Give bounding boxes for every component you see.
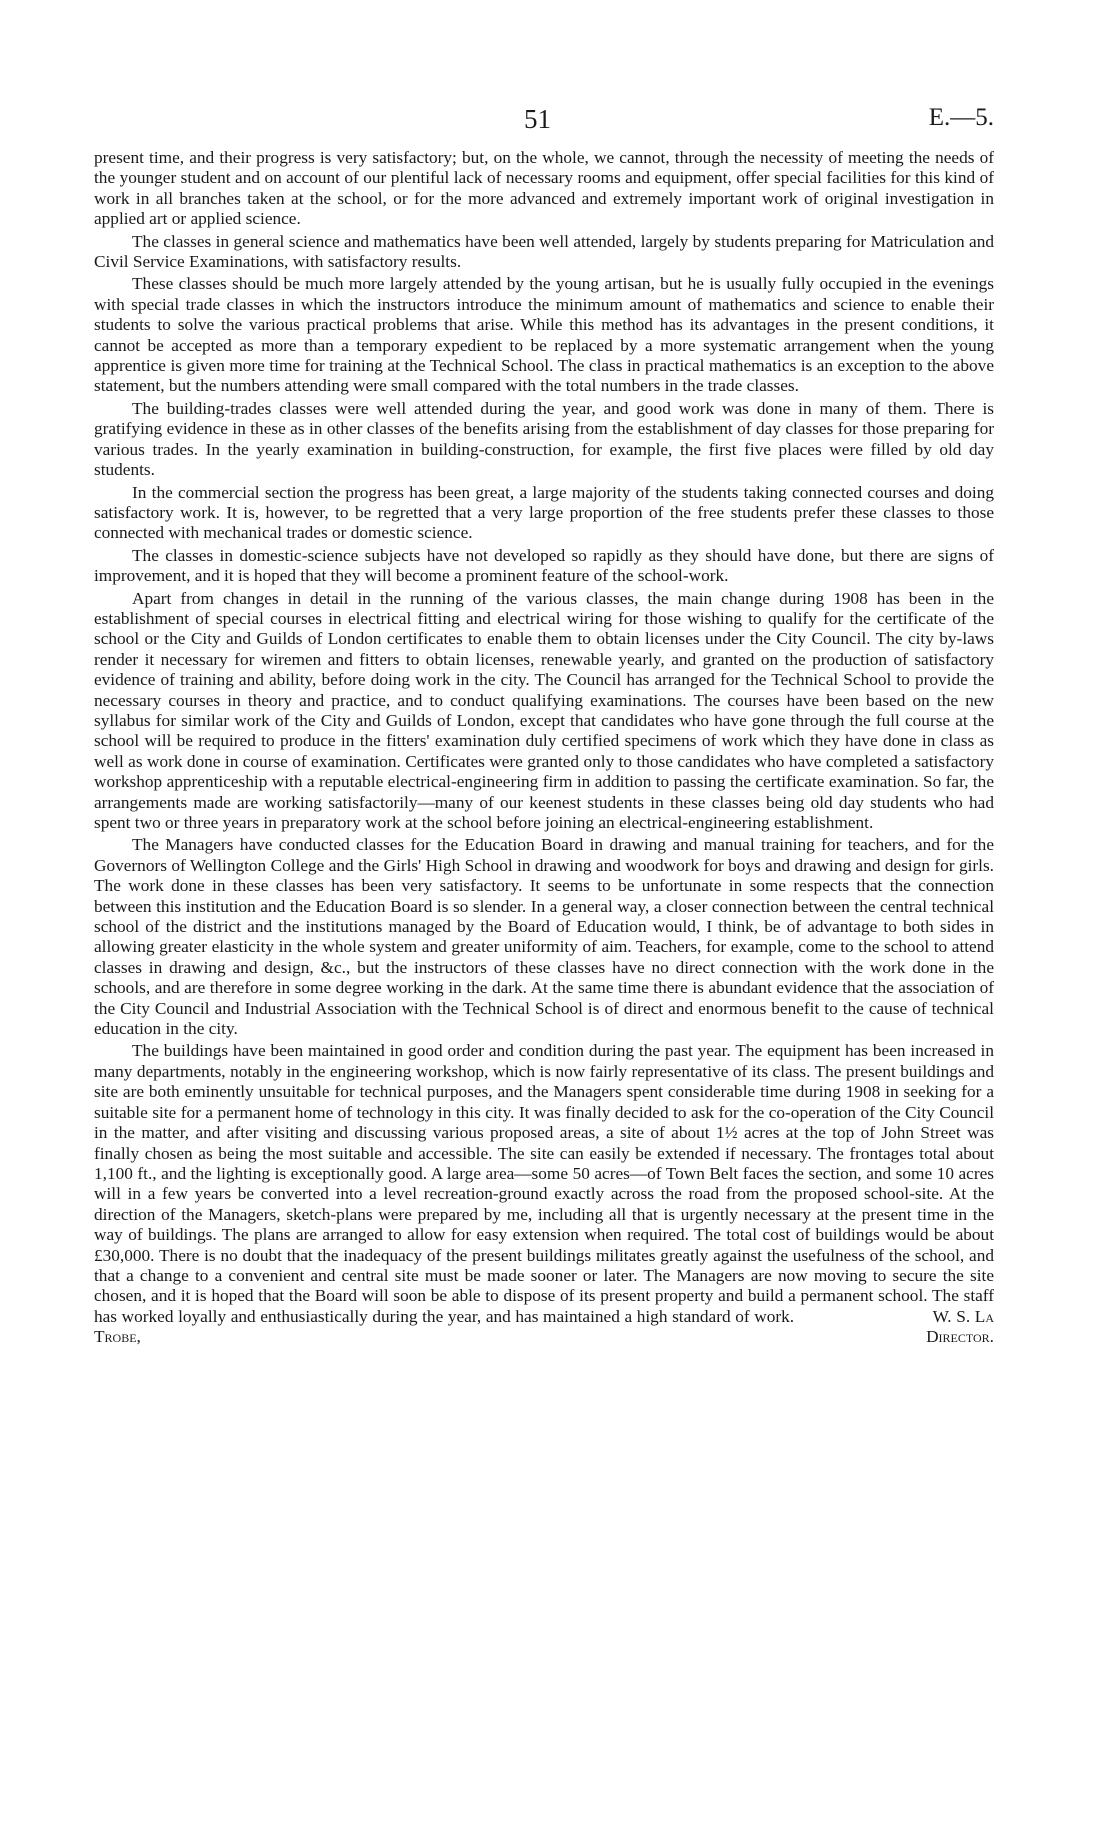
report-body <box>94 148 994 1350</box>
paragraph-artisan-classes: These classes should be much more largely attended by the young artisan, but he is usually fully occupied in the evenings with special trade classes in which the instructors introduce the minimum amount of mathematics and science to enable their students to solve the various practical problems that arise. While this method has its advantages in the present conditions, it cannot be accepted as more than a temporary expedient to be replaced by a more systematic arrangement when the young apprentice is given more time for training at the Technical School. The class in practical mathematics is an exception to the above statement, but the numbers attending were small compared with the total numbers in the trade classes. <box>94 274 994 396</box>
signature: W. S. La Trobe, Director. <box>94 1306 995 1347</box>
paragraph-continued: present time, and their progress is very satisfactory; but, on the whole, we cannot, through the necessity of meeting the needs of the younger student and on account of our plentiful lack of necessary rooms and equipment, offer special facilities for this kind of work in all branches taken at the school, or for the more advanced and extremely important work of original investigation in applied art or applied science. <box>94 148 994 229</box>
paragraph-general-science: The classes in general science and mathematics have been well attended, largely by students preparing for Matriculation and Civil Service Examinations, with satisfactory results. <box>94 231 994 272</box>
paragraph-building-trades: The building-trades classes were well attended during the year, and good work was done in many of them. There is gratifying evidence in these as in other classes of the benefits arising from the establishment of day classes for those preparing for various trades. In the yearly examination in building-construction, for example, the first five places were filled by old day students. <box>94 398 994 480</box>
document-reference: E.—5. <box>928 104 994 131</box>
page-number: 51 <box>524 104 551 134</box>
paragraph-buildings <box>94 1041 994 1347</box>
paragraph-domestic-science: The classes in domestic-science subjects have not developed so rapidly as they should have done, but there are signs of improvement, and it is hoped that they will become a prominent feature of the school-work. <box>94 545 994 586</box>
paragraph-education-board: The Managers have conducted classes for the Education Board in drawing and manual training for teachers, and for the Governors of Wellington College and the Girls' High School in drawing and woodwork for boys and drawing and design for girls. The work done in these classes has been very satisfactory. It seems to be unfortunate in some respects that the connection between this institution and the Education Board is so slender. In a general way, a closer connection between the central technical school of the district and the institutions managed by the Board of Education would, I think, be of advantage to both sides in allowing greater elasticity in the whole system and greater uniformity of aim. Teachers, for example, come to the school to attend classes in drawing and design, &c., but the instructors of these classes have no direct connection with the work done in the schools, and are therefore in some degree working in the dark. At the same time there is abundant evidence that the association of the City Council and Industrial Association with the Technical School is of direct and enormous benefit to the cause of technical education in the city. <box>94 835 994 1039</box>
buildings-text: The buildings have been maintained in good order and condition during the past year. The equipment has been increased in many departments, notably in the engineering workshop, which is now fairly representative of its class. The present buildings and site are both eminently unsuitable for technical purposes, and the Managers spent considerable time during 1908 in seeking for a suitable site for a permanent home of technology in this city. It was finally decided to ask for the co-operation of the City Council in the matter, and after visiting and discussing various proposed areas, a site of about 1½ acres at the top of John Street was finally chosen as being the most suitable and accessible. The site can easily be extended if necessary. The frontages total about 1,100 ft., and the lighting is exceptionally good. A large area—some 50 acres—of Town Belt faces the section, and some 10 acres will in a few years be converted into a level recreation-ground exactly across the road from the proposed school-site. At the direction of the Managers, sketch-plans were prepared by me, including all that is urgently necessary at the present time in the way of buildings. The plans are arranged to allow for easy extension when required. The total cost of buildings would be about £30,000. There is no doubt that the inadequacy of the present buildings militates greatly against the usefulness of the school, and that a change to a convenient and central site must be made sooner or later. The Managers are now moving to secure the site chosen, and it is hoped that the Board will soon be able to dispose of its present property and build a permanent school. The staff has worked loyally and enthusiastically during the year, and has maintained a high standard of work. <box>94 1041 994 1326</box>
paragraph-electrical-courses: Apart from changes in detail in the running of the various classes, the main change during 1908 has been in the establishment of special courses in electrical fitting and electrical wiring for those wishing to qualify for the certificate of the school or the City and Guilds of London certificates to enable them to obtain licenses under the City Council. The city by-laws render it necessary for wiremen and fitters to obtain licenses, renewable yearly, and granted on the production of satisfactory evidence of training and ability, before doing work in the city. The Council has arranged for the Technical School to provide the necessary courses in theory and practice, and to conduct qualifying examinations. The courses have been based on the new syllabus for similar work of the City and Guilds of London, except that candidates who have gone through the full course at the school will be required to produce in the fitters' examination duly certified specimens of work which they have done in class as well as work done in course of examination. Certificates were granted only to those candidates who have completed a satisfactory workshop apprenticeship with a reputable electrical-engineering firm in addition to passing the certificate examination. So far, the arrangements made are working satisfactorily—many of our keenest students in these classes being old day students who had spent two or three years in preparatory work at the school before joining an electrical-engineering establishment. <box>94 588 994 832</box>
page-header <box>94 104 994 140</box>
paragraph-commercial-section: In the commercial section the progress has been great, a large majority of the students taking connected courses and doing satisfactory work. It is, however, to be regretted that a very large proportion of the free students prefer these classes to those connected with mechanical trades or domestic science. <box>94 482 994 543</box>
